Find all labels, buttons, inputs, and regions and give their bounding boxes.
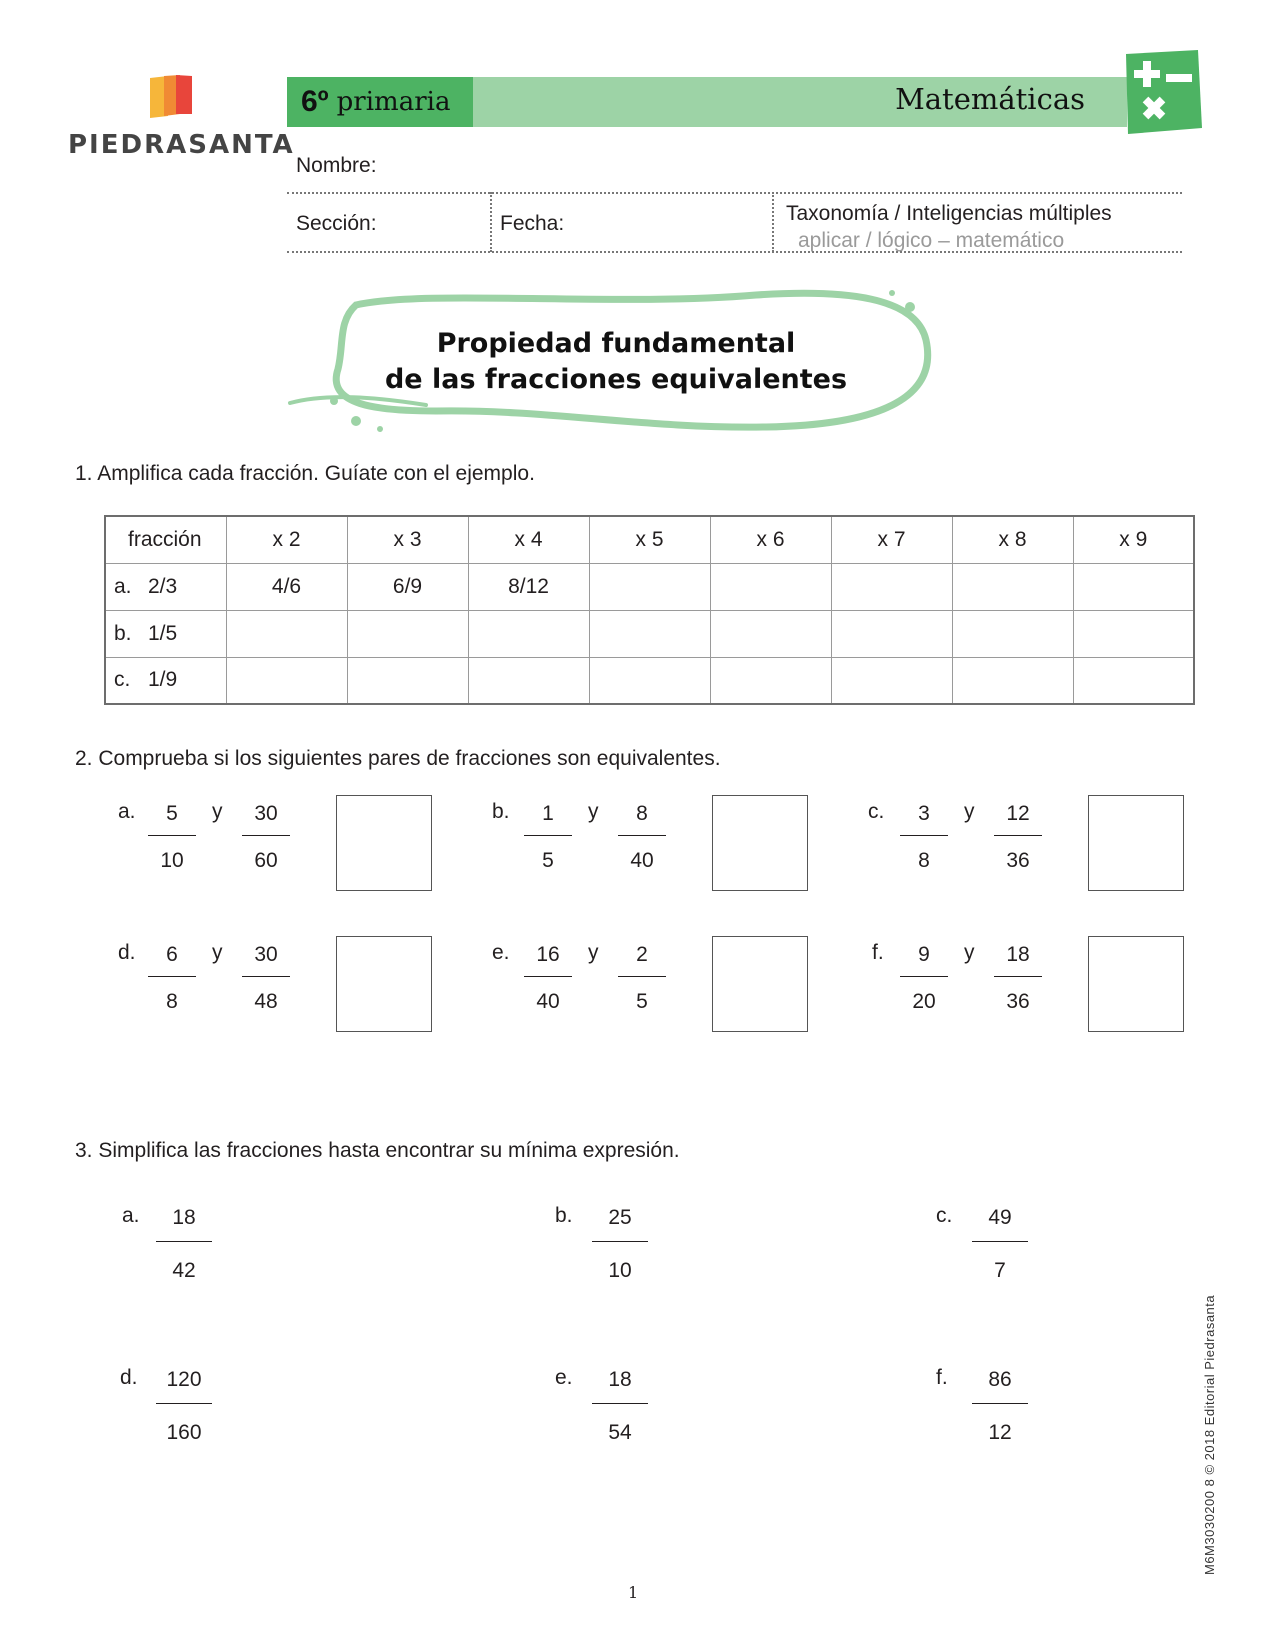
fraction-bar <box>242 835 290 836</box>
fraction <box>972 1365 1028 1448</box>
fraction-bar <box>994 835 1042 836</box>
fraction <box>618 799 666 876</box>
answer-cell[interactable] <box>952 610 1073 657</box>
item-letter: a. <box>122 1204 140 1227</box>
fraction-bar <box>156 1403 212 1404</box>
row-fraction <box>105 563 226 610</box>
pair-letter: b. <box>492 800 510 823</box>
numerator: 18 <box>1006 943 1030 966</box>
answer-cell[interactable] <box>226 657 347 704</box>
fraction <box>972 1203 1028 1286</box>
numerator: 2 <box>636 943 648 966</box>
title-line-2: de las fracciones equivalentes <box>384 364 848 395</box>
pair-letter: d. <box>118 941 136 964</box>
item-letter: b. <box>555 1204 573 1227</box>
copyright-side-note: M6M3030200 8 © 2018 Editorial Piedrasanta <box>1202 1294 1217 1575</box>
taxonomy-label: Taxonomía / Inteligencias múltiples <box>786 202 1112 225</box>
book-logo-icon <box>146 72 196 122</box>
table-header: x 4 <box>468 516 589 563</box>
amplify-table <box>104 515 1195 705</box>
connector-y: y <box>212 941 223 964</box>
table-row <box>105 563 1194 610</box>
numerator: 1 <box>542 802 554 825</box>
answer-cell[interactable]: 8/12 <box>468 563 589 610</box>
fraction-bar <box>972 1403 1028 1404</box>
pair-letter: f. <box>872 941 884 964</box>
answer-box[interactable] <box>336 795 432 891</box>
fraction-value: 1/9 <box>148 668 178 692</box>
answer-cell[interactable] <box>589 610 710 657</box>
fraction-value: 1/5 <box>148 621 178 645</box>
pair-letter: e. <box>492 941 510 964</box>
answer-cell[interactable] <box>710 610 831 657</box>
logo-text: PIEDRASANTA <box>68 130 295 160</box>
divider-top <box>287 192 1182 194</box>
row-letter: b. <box>114 621 132 645</box>
denominator: 36 <box>1006 849 1030 872</box>
numerator: 120 <box>166 1368 202 1391</box>
denominator: 40 <box>630 849 654 872</box>
answer-cell[interactable] <box>1073 657 1194 704</box>
answer-cell[interactable] <box>468 657 589 704</box>
connector-y: y <box>588 800 599 823</box>
divider-v2 <box>772 192 774 252</box>
pair-letter: c. <box>868 800 885 823</box>
fraction-bar <box>900 835 948 836</box>
fraction-bar <box>524 976 572 977</box>
denominator: 10 <box>608 1259 632 1282</box>
row-letter: a. <box>114 574 132 598</box>
numerator: 18 <box>172 1206 196 1229</box>
date-field-label: Fecha: <box>500 212 565 235</box>
connector-y: y <box>212 800 223 823</box>
fraction <box>994 799 1042 876</box>
fraction-bar <box>994 976 1042 977</box>
denominator: 54 <box>608 1421 632 1444</box>
answer-cell[interactable] <box>347 657 468 704</box>
fraction <box>618 940 666 1017</box>
table-row <box>105 657 1194 704</box>
row-fraction <box>105 610 226 657</box>
plus-minus-times-icon <box>1118 48 1204 138</box>
item-letter: f. <box>936 1366 948 1389</box>
denominator: 40 <box>536 990 560 1013</box>
denominator: 48 <box>254 990 278 1013</box>
page-title <box>286 326 946 398</box>
answer-cell[interactable] <box>1073 610 1194 657</box>
fraction-bar <box>524 835 572 836</box>
denominator: 8 <box>166 990 178 1013</box>
numerator: 30 <box>254 802 278 825</box>
question-2-prompt: 2. Comprueba si los siguientes pares de fracciones son equivalentes. <box>75 747 721 770</box>
denominator: 42 <box>172 1259 196 1282</box>
fraction <box>592 1203 648 1286</box>
fraction <box>148 799 196 876</box>
answer-cell[interactable] <box>831 610 952 657</box>
answer-box[interactable] <box>1088 795 1184 891</box>
piedrasanta-logo <box>66 70 295 165</box>
grade-word: primaria <box>336 87 451 117</box>
numerator: 25 <box>608 1206 632 1229</box>
question-1-prompt: 1. Amplifica cada fracción. Guíate con el ejemplo. <box>75 462 535 485</box>
numerator: 16 <box>536 943 560 966</box>
table-header-row <box>105 516 1194 563</box>
table-header: x 7 <box>831 516 952 563</box>
table-header: x 5 <box>589 516 710 563</box>
denominator: 8 <box>918 849 930 872</box>
subject-title: Matemáticas <box>895 82 1085 116</box>
divider-v1 <box>490 192 492 252</box>
denominator: 36 <box>1006 990 1030 1013</box>
connector-y: y <box>588 941 599 964</box>
fraction <box>900 799 948 876</box>
pair-letter: a. <box>118 800 136 823</box>
answer-cell[interactable]: 4/6 <box>226 563 347 610</box>
fraction-bar <box>592 1241 648 1242</box>
answer-cell[interactable] <box>589 657 710 704</box>
section-field-label: Sección: <box>296 212 377 235</box>
answer-cell[interactable] <box>226 610 347 657</box>
answer-cell[interactable] <box>952 657 1073 704</box>
numerator: 49 <box>988 1206 1012 1229</box>
fraction <box>242 799 290 876</box>
numerator: 9 <box>918 943 930 966</box>
fraction <box>156 1365 212 1448</box>
page-number: 1 <box>628 1583 639 1602</box>
answer-cell[interactable] <box>347 610 468 657</box>
denominator: 20 <box>912 990 936 1013</box>
name-field-label: Nombre: <box>296 154 377 177</box>
denominator: 7 <box>994 1259 1006 1282</box>
fraction-bar <box>592 1403 648 1404</box>
fraction-bar <box>148 976 196 977</box>
grade-badge <box>287 77 473 127</box>
numerator: 8 <box>636 802 648 825</box>
answer-box[interactable] <box>1088 936 1184 1032</box>
fraction <box>524 940 572 1017</box>
denominator: 10 <box>160 849 184 872</box>
fraction <box>592 1365 648 1448</box>
answer-box[interactable] <box>712 795 808 891</box>
answer-cell[interactable] <box>589 563 710 610</box>
denominator: 160 <box>166 1421 202 1444</box>
numerator: 6 <box>166 943 178 966</box>
connector-y: y <box>964 941 975 964</box>
numerator: 18 <box>608 1368 632 1391</box>
fraction-bar <box>972 1241 1028 1242</box>
table-header: x 3 <box>347 516 468 563</box>
item-letter: e. <box>555 1366 573 1389</box>
answer-box[interactable] <box>712 936 808 1032</box>
numerator: 12 <box>1006 802 1030 825</box>
denominator: 5 <box>542 849 554 872</box>
fraction <box>148 940 196 1017</box>
answer-cell[interactable]: 6/9 <box>347 563 468 610</box>
answer-cell[interactable] <box>952 563 1073 610</box>
question-3-prompt: 3. Simplifica las fracciones hasta encontrar su mínima expresión. <box>75 1139 680 1162</box>
numerator: 3 <box>918 802 930 825</box>
fraction-bar <box>148 835 196 836</box>
table-header: x 9 <box>1073 516 1194 563</box>
fraction-bar <box>242 976 290 977</box>
fraction <box>242 940 290 1017</box>
fraction <box>900 940 948 1017</box>
answer-box[interactable] <box>336 936 432 1032</box>
answer-cell[interactable] <box>710 657 831 704</box>
answer-cell[interactable] <box>831 563 952 610</box>
fraction-bar <box>618 976 666 977</box>
fraction-bar <box>900 976 948 977</box>
denominator: 60 <box>254 849 278 872</box>
table-header: x 8 <box>952 516 1073 563</box>
answer-cell[interactable] <box>710 563 831 610</box>
item-letter: c. <box>936 1204 953 1227</box>
taxonomy-values: aplicar / lógico – matemático <box>798 229 1065 252</box>
fraction <box>994 940 1042 1017</box>
table-row <box>105 610 1194 657</box>
answer-cell[interactable] <box>831 657 952 704</box>
numerator: 86 <box>988 1368 1012 1391</box>
answer-cell[interactable] <box>1073 563 1194 610</box>
row-fraction <box>105 657 226 704</box>
divider-bottom <box>287 251 1182 253</box>
table-header: fracción <box>105 516 226 563</box>
denominator: 5 <box>636 990 648 1013</box>
fraction-bar <box>618 835 666 836</box>
denominator: 12 <box>988 1421 1012 1444</box>
answer-cell[interactable] <box>468 610 589 657</box>
numerator: 30 <box>254 943 278 966</box>
fraction-value: 2/3 <box>148 574 178 598</box>
grade-number: 6º <box>301 85 329 118</box>
item-letter: d. <box>120 1366 138 1389</box>
fraction <box>156 1203 212 1286</box>
title-line-1: Propiedad fundamental <box>436 328 796 359</box>
numerator: 5 <box>166 802 178 825</box>
table-header: x 6 <box>710 516 831 563</box>
row-letter: c. <box>114 668 131 692</box>
connector-y: y <box>964 800 975 823</box>
fraction <box>524 799 572 876</box>
table-header: x 2 <box>226 516 347 563</box>
fraction-bar <box>156 1241 212 1242</box>
